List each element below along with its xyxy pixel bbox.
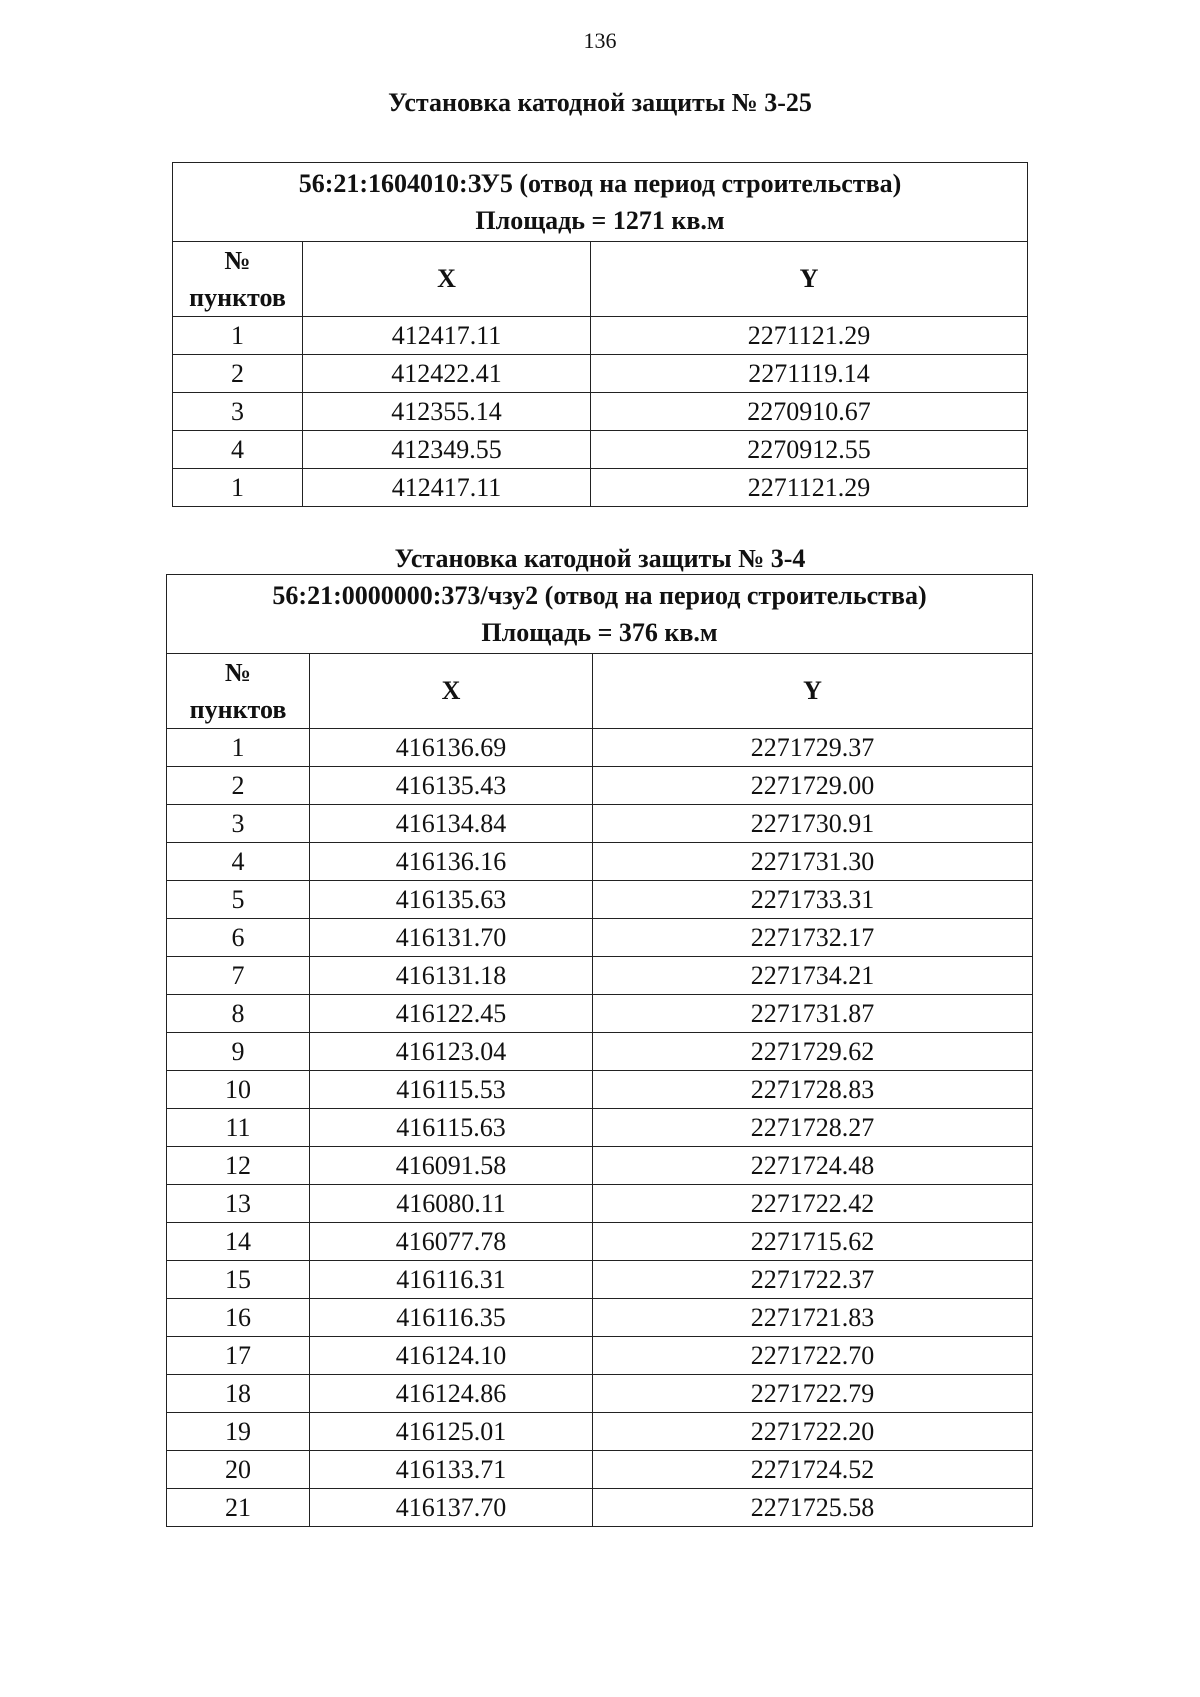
parcel-number: 56:21:0000000:373/чзу2 (отвод на период строительства)	[272, 581, 927, 610]
point-number-cell: 4	[173, 431, 303, 469]
point-number-cell: 6	[167, 919, 310, 957]
y-coordinate-cell: 2271724.52	[593, 1451, 1033, 1489]
table-row	[167, 1413, 1033, 1451]
parcel-area: Площадь = 376 кв.м	[481, 618, 718, 647]
y-coordinate-cell: 2271722.70	[593, 1337, 1033, 1375]
x-coordinate-cell: 416125.01	[310, 1413, 593, 1451]
table-row	[173, 317, 1028, 355]
x-coordinate-cell: 412355.14	[303, 393, 591, 431]
point-number-cell: 9	[167, 1033, 310, 1071]
y-coordinate-cell: 2271722.79	[593, 1375, 1033, 1413]
y-coordinate-cell: 2271722.20	[593, 1413, 1033, 1451]
point-number-cell: 2	[173, 355, 303, 393]
point-number-cell: 2	[167, 767, 310, 805]
y-coordinate-cell: 2271733.31	[593, 881, 1033, 919]
coordinates-table	[166, 574, 1033, 1527]
x-coordinate-cell: 412417.11	[303, 469, 591, 507]
point-number-cell: 16	[167, 1299, 310, 1337]
x-coordinate-cell: 416116.35	[310, 1299, 593, 1337]
table-row	[167, 1489, 1033, 1527]
section-title: Установка катодной защиты № 3-25	[388, 88, 812, 117]
x-coordinate-cell: 416115.63	[310, 1109, 593, 1147]
y-coordinate-cell: 2271730.91	[593, 805, 1033, 843]
table-row	[167, 919, 1033, 957]
header-num-symbol: №	[224, 246, 251, 275]
table-row	[167, 957, 1033, 995]
x-coordinate-cell: 412349.55	[303, 431, 591, 469]
x-coordinate-cell: 416122.45	[310, 995, 593, 1033]
point-number-cell: 15	[167, 1261, 310, 1299]
table-row	[167, 1451, 1033, 1489]
y-coordinate-cell: 2271728.83	[593, 1071, 1033, 1109]
table-row	[167, 1147, 1033, 1185]
x-coordinate-cell: 412422.41	[303, 355, 591, 393]
y-coordinate-cell: 2271729.37	[593, 729, 1033, 767]
x-coordinate-cell: 416131.18	[310, 957, 593, 995]
table-row	[167, 843, 1033, 881]
table-row	[167, 1299, 1033, 1337]
x-coordinate-cell: 416115.53	[310, 1071, 593, 1109]
point-number-cell: 1	[167, 729, 310, 767]
y-coordinate-cell: 2271722.37	[593, 1261, 1033, 1299]
x-coordinate-cell: 416135.63	[310, 881, 593, 919]
point-number-cell: 8	[167, 995, 310, 1033]
table-row	[167, 881, 1033, 919]
point-number-cell: 1	[173, 469, 303, 507]
table-row	[167, 1185, 1033, 1223]
y-coordinate-cell: 2271734.21	[593, 957, 1033, 995]
x-coordinate-cell: 416134.84	[310, 805, 593, 843]
column-header-x: X	[310, 654, 593, 729]
point-number-cell: 17	[167, 1337, 310, 1375]
point-number-cell: 20	[167, 1451, 310, 1489]
column-header-num	[167, 654, 310, 729]
column-header-x: X	[303, 242, 591, 317]
table-row	[173, 469, 1028, 507]
point-number-cell: 11	[167, 1109, 310, 1147]
y-coordinate-cell: 2271724.48	[593, 1147, 1033, 1185]
y-coordinate-cell: 2271721.83	[593, 1299, 1033, 1337]
point-number-cell: 7	[167, 957, 310, 995]
point-number-cell: 19	[167, 1413, 310, 1451]
x-coordinate-cell: 416137.70	[310, 1489, 593, 1527]
header-num-label: пунктов	[189, 695, 287, 724]
header-num-label: пунктов	[189, 283, 286, 312]
y-coordinate-cell: 2271729.00	[593, 767, 1033, 805]
table-row	[173, 355, 1028, 393]
table-caption	[167, 575, 1033, 654]
y-coordinate-cell: 2271731.30	[593, 843, 1033, 881]
y-coordinate-cell: 2271722.42	[593, 1185, 1033, 1223]
point-number-cell: 18	[167, 1375, 310, 1413]
y-coordinate-cell: 2271731.87	[593, 995, 1033, 1033]
x-coordinate-cell: 412417.11	[303, 317, 591, 355]
point-number-cell: 5	[167, 881, 310, 919]
y-coordinate-cell: 2271725.58	[593, 1489, 1033, 1527]
y-coordinate-cell: 2271121.29	[591, 469, 1028, 507]
x-coordinate-cell: 416136.16	[310, 843, 593, 881]
table-row	[167, 1337, 1033, 1375]
x-coordinate-cell: 416124.86	[310, 1375, 593, 1413]
x-coordinate-cell: 416136.69	[310, 729, 593, 767]
table-row	[167, 729, 1033, 767]
page-number: 136	[583, 28, 617, 53]
y-coordinate-cell: 2270910.67	[591, 393, 1028, 431]
y-coordinate-cell: 2271732.17	[593, 919, 1033, 957]
parcel-area: Площадь = 1271 кв.м	[475, 206, 725, 235]
table-row	[173, 431, 1028, 469]
table-row	[167, 1261, 1033, 1299]
point-number-cell: 4	[167, 843, 310, 881]
table-row	[167, 1109, 1033, 1147]
coordinates-table	[172, 162, 1028, 507]
table-row	[167, 1375, 1033, 1413]
x-coordinate-cell: 416124.10	[310, 1337, 593, 1375]
x-coordinate-cell: 416123.04	[310, 1033, 593, 1071]
column-header-num	[173, 242, 303, 317]
y-coordinate-cell: 2270912.55	[591, 431, 1028, 469]
x-coordinate-cell: 416077.78	[310, 1223, 593, 1261]
point-number-cell: 3	[173, 393, 303, 431]
y-coordinate-cell: 2271729.62	[593, 1033, 1033, 1071]
table-row	[167, 995, 1033, 1033]
y-coordinate-cell: 2271121.29	[591, 317, 1028, 355]
point-number-cell: 13	[167, 1185, 310, 1223]
point-number-cell: 3	[167, 805, 310, 843]
x-coordinate-cell: 416135.43	[310, 767, 593, 805]
table-row	[167, 1071, 1033, 1109]
y-coordinate-cell: 2271119.14	[591, 355, 1028, 393]
table-caption	[173, 163, 1028, 242]
point-number-cell: 12	[167, 1147, 310, 1185]
point-number-cell: 1	[173, 317, 303, 355]
x-coordinate-cell: 416091.58	[310, 1147, 593, 1185]
table-row	[167, 767, 1033, 805]
point-number-cell: 21	[167, 1489, 310, 1527]
header-num-symbol: №	[224, 658, 252, 687]
x-coordinate-cell: 416133.71	[310, 1451, 593, 1489]
table-row	[167, 1223, 1033, 1261]
table-row	[167, 805, 1033, 843]
point-number-cell: 10	[167, 1071, 310, 1109]
column-header-y: Y	[593, 654, 1033, 729]
parcel-number: 56:21:1604010:ЗУ5 (отвод на период строительства)	[298, 169, 902, 198]
table-row	[167, 1033, 1033, 1071]
table-row	[173, 393, 1028, 431]
x-coordinate-cell: 416131.70	[310, 919, 593, 957]
x-coordinate-cell: 416080.11	[310, 1185, 593, 1223]
point-number-cell: 14	[167, 1223, 310, 1261]
x-coordinate-cell: 416116.31	[310, 1261, 593, 1299]
section-title: Установка катодной защиты № 3-4	[394, 544, 806, 573]
y-coordinate-cell: 2271715.62	[593, 1223, 1033, 1261]
y-coordinate-cell: 2271728.27	[593, 1109, 1033, 1147]
column-header-y: Y	[591, 242, 1028, 317]
